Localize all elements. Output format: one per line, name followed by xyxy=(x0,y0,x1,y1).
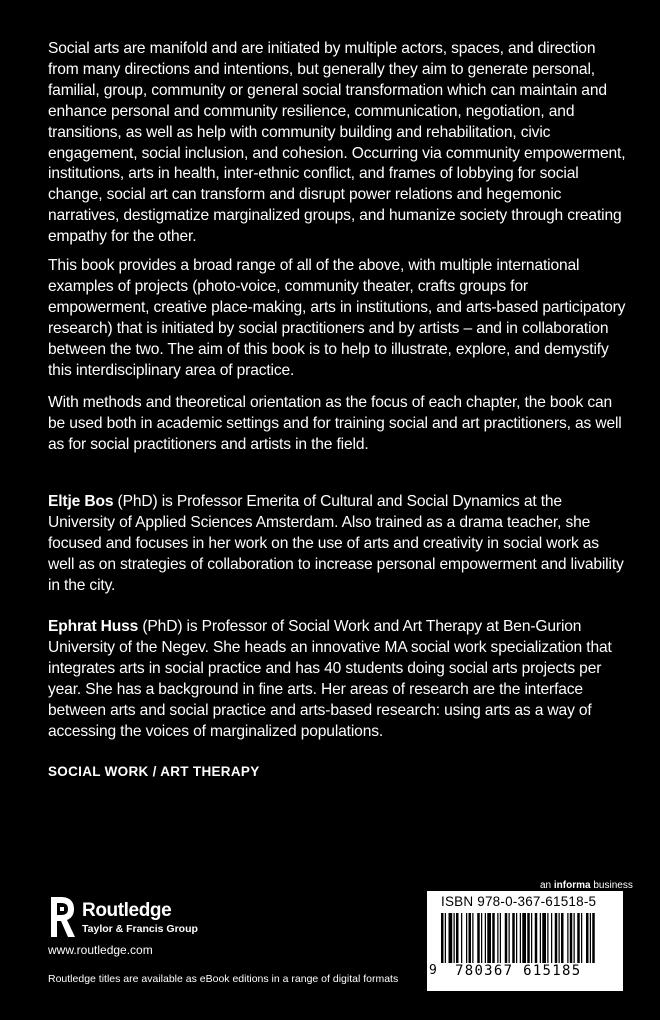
isbn-barcode xyxy=(427,891,623,991)
barcode-bar xyxy=(492,913,495,963)
author-bio-text-1: (PhD) is Professor Emerita of Cultural and Social Dynamics at the University of Applied Sciences Amsterdam. Also trained as a drama teacher, she focused and focuses in her work on the use of arts and creativity in social work as well as on strategies of collaboration to increase personal empowerment and livability in the city. xyxy=(48,493,624,594)
barcode-bar xyxy=(456,913,459,963)
barcode-bar xyxy=(590,913,591,963)
barcode-bar xyxy=(487,913,491,963)
barcode-bar xyxy=(592,913,595,963)
publisher-logo xyxy=(48,895,198,939)
author-name-1: Eltje Bos xyxy=(48,493,114,510)
barcode-bar xyxy=(472,913,473,963)
author-bio-2 xyxy=(48,617,626,742)
description-paragraph-1: Social arts are manifold and are initiated by multiple actors, spaces, and direction from many directions and intentions, but generally they aim to generate personal, familial, group, community or general social transformation which can maintain and enhance personal and community resilience, communication, negotiation, and transitions, as well as help with community building and rehabilitation, civic engagement, social inclusion, and cohesion. Occurring via community empowerment, institutions, arts in health, inter-ethnic conflict, and frames of lobbying for social change, social art can transform and disrupt power relations and hegemonic narratives, destigmatize marginalized groups, and humanize society through creating empathy for the other. xyxy=(48,40,626,246)
tagline-prefix: an xyxy=(540,880,554,891)
barcode-bar xyxy=(570,913,573,963)
barcode-bar xyxy=(500,913,501,963)
tagline-brand: informa xyxy=(553,880,591,891)
tagline-suffix: business xyxy=(590,880,633,891)
barcode-bar xyxy=(454,913,455,963)
barcode-bar xyxy=(461,913,462,963)
author-name-2: Ephrat Huss xyxy=(48,618,139,635)
description-paragraph-2: This book provides a broad range of all of the above, with multiple international examples of projects (photo-voice, community theater, crafts groups for empowerment, creative place-making, arts in institutions, and arts-based participatory research) that is initiated by social practitioners and by artists – and in collaboration between the two. The aim of this book is to help to illustrate, explore, and demystify this interdisciplinary area of practice. xyxy=(48,257,626,379)
ebook-note: Routledge titles are available as eBook editions in a range of digital formats xyxy=(48,973,399,985)
barcode-bar xyxy=(520,913,521,963)
description-paragraph-3: With methods and theoretical orientation as the focus of each chapter, the book can be used both in academic settings and for training social and art practitioners, as well as for social practitioners and artists in the field. xyxy=(48,394,622,453)
barcode-bar xyxy=(551,913,552,963)
barcode-bar xyxy=(505,913,508,963)
barcode-bar xyxy=(535,913,538,963)
barcode-bar xyxy=(469,913,472,963)
barcode-bar xyxy=(561,913,564,963)
barcode-bar xyxy=(559,913,560,963)
barcode-bar xyxy=(497,913,498,963)
publisher-name: Routledge xyxy=(82,899,172,921)
barcode-bar xyxy=(574,913,575,963)
barcode-bar xyxy=(481,913,482,963)
subject-category: SOCIAL WORK / ART THERAPY xyxy=(48,764,260,779)
barcode-bar xyxy=(509,913,510,963)
barcode-bar xyxy=(542,913,546,963)
barcode-digits: 780367 615185 xyxy=(455,963,582,979)
routledge-r-icon xyxy=(48,895,76,939)
barcode-bar xyxy=(512,913,515,963)
barcode-bar xyxy=(441,913,444,963)
barcode-bar xyxy=(445,913,446,963)
barcode-bar xyxy=(586,913,589,963)
barcode-bar xyxy=(516,913,517,963)
publisher-website: www.routledge.com xyxy=(48,943,153,957)
barcode-bar xyxy=(449,913,453,963)
barcode-bar xyxy=(485,913,486,963)
isbn-number: ISBN 978-0-367-61518-5 xyxy=(441,894,597,909)
publisher-group: Taylor & Francis Group xyxy=(82,922,198,935)
barcode-bar xyxy=(540,913,541,963)
barcode-bar xyxy=(567,913,568,963)
barcode-bar xyxy=(466,913,467,963)
barcode-bar xyxy=(531,913,532,963)
barcode-bar xyxy=(477,913,480,963)
barcode-bar xyxy=(555,913,558,963)
barcode-lead-digit: 9 xyxy=(429,963,437,978)
barcode-bars xyxy=(441,913,613,963)
author-bio-text-2: (PhD) is Professor of Social Work and Art Therapy at Ben-Gurion University of the Negev. She heads an innovative MA social work specialization that integrates arts in social practice and has 40 students doing social arts projects per year. She has a background in fine arts. Her areas of research are the interface between arts and social practice and arts-based research: using arts as a way of accessing the voices of marginalized populations. xyxy=(48,618,612,740)
barcode-bar xyxy=(581,913,582,963)
barcode-bar xyxy=(522,913,526,963)
publisher-name-block xyxy=(82,900,198,935)
barcode-bar xyxy=(527,913,530,963)
informa-tagline xyxy=(540,880,633,891)
barcode-bar xyxy=(547,913,548,963)
author-bio-1 xyxy=(48,492,626,597)
barcode-bar xyxy=(577,913,580,963)
